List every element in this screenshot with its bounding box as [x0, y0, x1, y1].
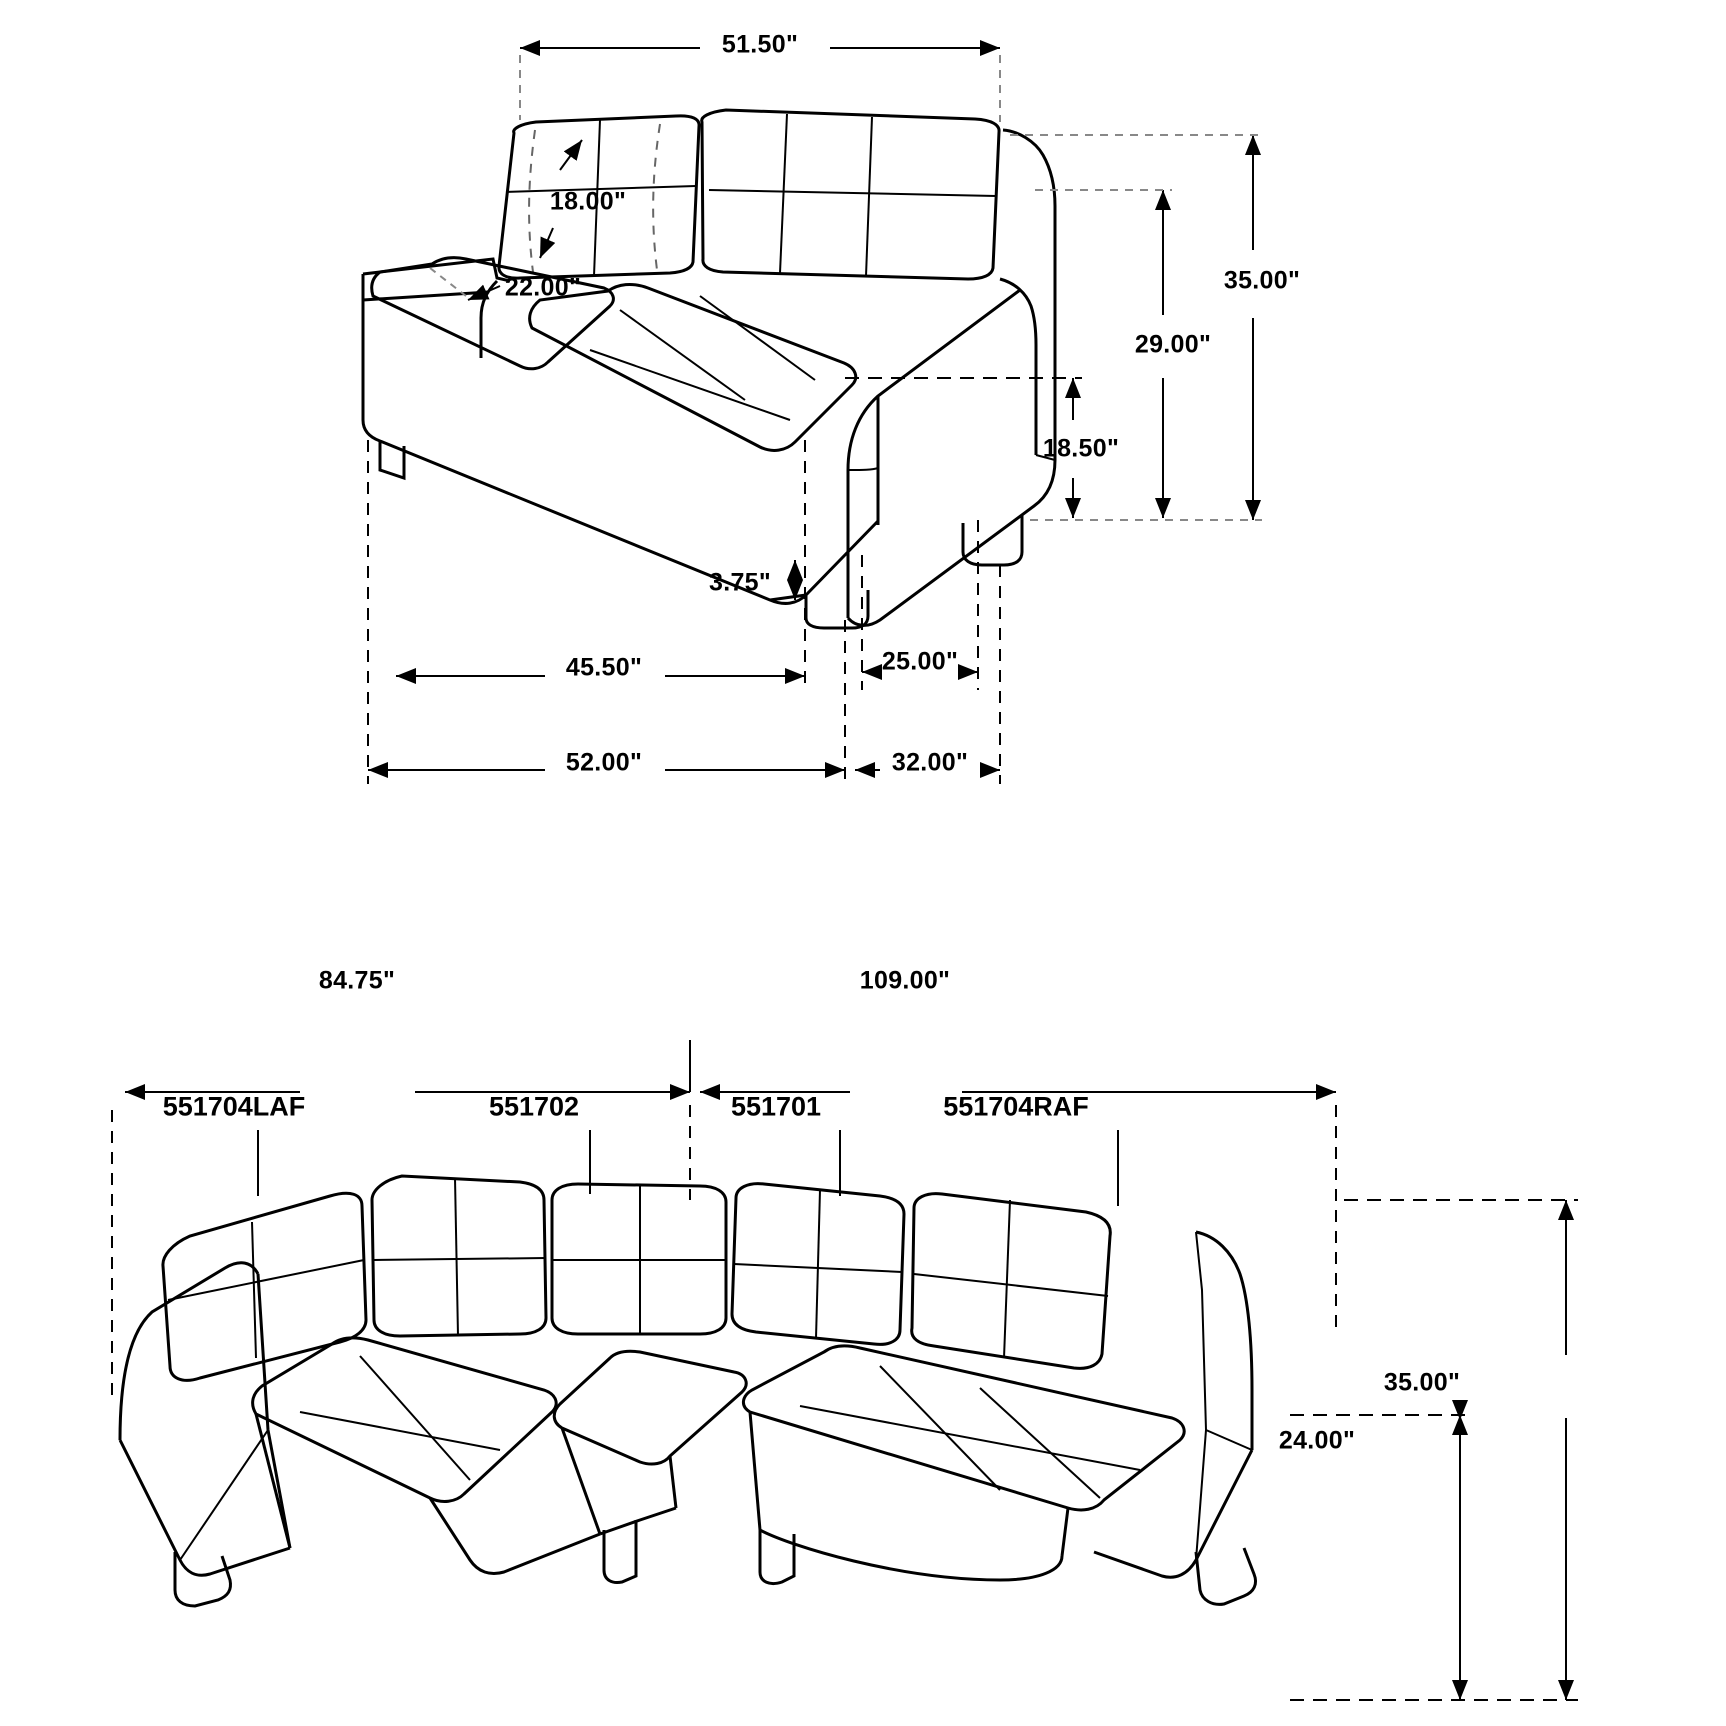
dim-24-00: 24.00" — [1278, 1426, 1356, 1455]
dim-51-50: 51.50" — [721, 30, 799, 59]
sectional-dimension-lines — [112, 1040, 1578, 1700]
sectional-illustration — [120, 1176, 1256, 1606]
dim-22-00: 22.00" — [504, 273, 582, 302]
dim-32-00: 32.00" — [891, 748, 969, 777]
sofa-illustration — [363, 110, 1055, 628]
dim-29-00: 29.00" — [1134, 330, 1212, 359]
part-label-551704RAF: 551704RAF — [943, 1091, 1089, 1122]
part-label-551701: 551701 — [730, 1091, 822, 1122]
dim-18-50: 18.50" — [1042, 434, 1120, 463]
dim-35-00-sofa: 35.00" — [1223, 266, 1301, 295]
dim-18-00: 18.00" — [549, 187, 627, 216]
part-label-551702: 551702 — [488, 1091, 580, 1122]
part-label-551704LAF: 551704LAF — [162, 1091, 306, 1122]
dim-109-00: 109.00" — [859, 966, 951, 995]
sofa-dimension-lines — [368, 48, 1262, 784]
dim-3-75: 3.75" — [708, 568, 772, 597]
dim-25-00: 25.00" — [881, 647, 959, 676]
dim-45-50: 45.50" — [565, 653, 643, 682]
dim-84-75: 84.75" — [318, 966, 396, 995]
dim-52-00: 52.00" — [565, 748, 643, 777]
dim-35-00-sectional: 35.00" — [1383, 1368, 1461, 1397]
